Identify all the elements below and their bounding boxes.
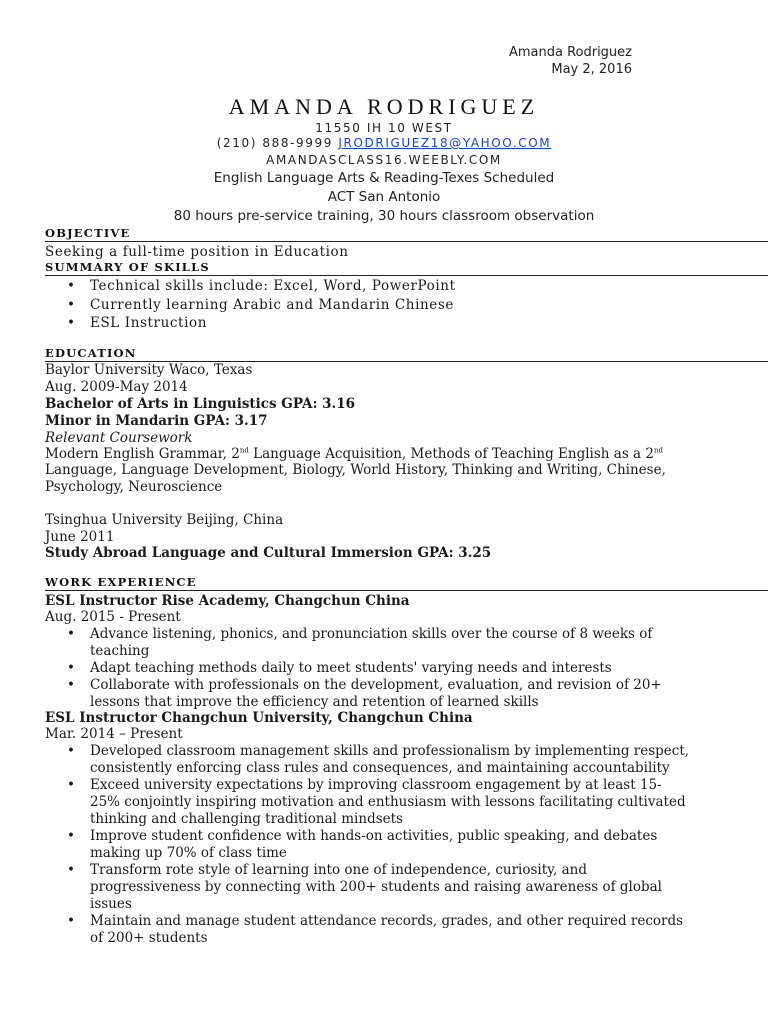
skills-list: [45, 277, 725, 333]
list-item: • Technical skills include: Excel, Word, PowerPoint: [67, 278, 456, 294]
list-item: • Currently learning Arabic and Mandarin Chinese: [67, 296, 455, 313]
contact-line: [0, 136, 768, 150]
study-abroad: Study Abroad Language and Cultural Immersion GPA: 3.25: [45, 545, 492, 561]
list-item: • Advance listening, phonics, and pronunciation skills over the course of 8 weeks of teaching: [67, 626, 653, 659]
coursework-line-1: Modern English Grammar, 2nd Language Acquisition, Methods of Teaching English as a 2nd: [45, 446, 663, 462]
resume-name: AMANDA RODRIGUEZ: [228, 94, 540, 119]
job-2-dates: Mar. 2014 – Present: [45, 726, 183, 742]
top-right-header: [509, 44, 632, 78]
job-2-title: ESL Instructor Changchun University, Changchun China: [45, 710, 473, 726]
skills-heading: SUMMARY OF SKILLS: [45, 261, 768, 276]
school-1: Baylor University Waco, Texas: [45, 362, 253, 378]
work-heading: WORK EXPERIENCE: [45, 576, 768, 591]
training-line: 80 hours pre-service training, 30 hours classroom observation: [173, 208, 595, 224]
school-2: Tsinghua University Beijing, China: [45, 512, 284, 528]
education-heading: EDUCATION: [45, 347, 768, 362]
phone: (210) 888-9999: [216, 136, 333, 150]
list-item: • Maintain and manage student attendance records, grades, and other required records of 200+ students: [67, 913, 684, 946]
degree: Bachelor of Arts in Linguistics GPA: 3.16: [45, 396, 356, 412]
objective-heading: OBJECTIVE: [45, 227, 768, 242]
test-line: ACT San Antonio: [327, 189, 441, 205]
school-2-dates: June 2011: [45, 529, 115, 545]
address: 11550 IH 10 WEST: [315, 121, 453, 135]
list-item: • Transform rote style of learning into one of independence, curiosity, and progressiveness by connecting with 200+ students and raising awareness of global issues: [67, 862, 662, 912]
job-1-title: ESL Instructor Rise Academy, Changchun China: [45, 593, 410, 609]
coursework-line-3: Psychology, Neuroscience: [45, 479, 223, 495]
coursework-label: Relevant Coursework: [45, 430, 193, 446]
email-link[interactable]: JRODRIGUEZ18@YAHOO.COM: [338, 136, 552, 150]
minor: Minor in Mandarin GPA: 3.17: [45, 413, 268, 429]
list-item: • Exceed university expectations by improving classroom engagement by at least 15- 25% conjointly inspiring motivation and enthusiasm with lessons facilitating cultivated thinking and challenging traditional mindsets: [67, 777, 686, 827]
top-name: Amanda Rodriguez: [508, 45, 632, 60]
objective-text: Seeking a full-time position in Education: [45, 244, 349, 260]
website: AMANDASCLASS16.WEEBLY.COM: [266, 153, 502, 167]
school-1-dates: Aug. 2009-May 2014: [45, 379, 188, 395]
job-2-bullets: [45, 743, 725, 947]
list-item: • Collaborate with professionals on the development, evaluation, and revision of 20+ lessons that improve the efficiency and retention of learned skills: [67, 677, 662, 710]
list-item: • ESL Instruction: [67, 315, 208, 331]
top-date: May 2, 2016: [551, 62, 632, 77]
list-item: • Developed classroom management skills and professionalism by implementing respect, consistently enforcing class rules and consequences, and maintaining accountability: [67, 743, 690, 776]
coursework-line-2: Language, Language Development, Biology, World History, Thinking and Writing, Chinese,: [45, 462, 666, 478]
job-1-bullets: [45, 626, 725, 711]
list-item: • Adapt teaching methods daily to meet students' varying needs and interests: [67, 660, 612, 676]
job-1-dates: Aug. 2015 - Present: [45, 609, 181, 625]
list-item: • Improve student confidence with hands-on activities, public speaking, and debates making up 70% of class time: [67, 828, 658, 861]
certification-line: English Language Arts & Reading-Texes Scheduled: [213, 170, 555, 186]
